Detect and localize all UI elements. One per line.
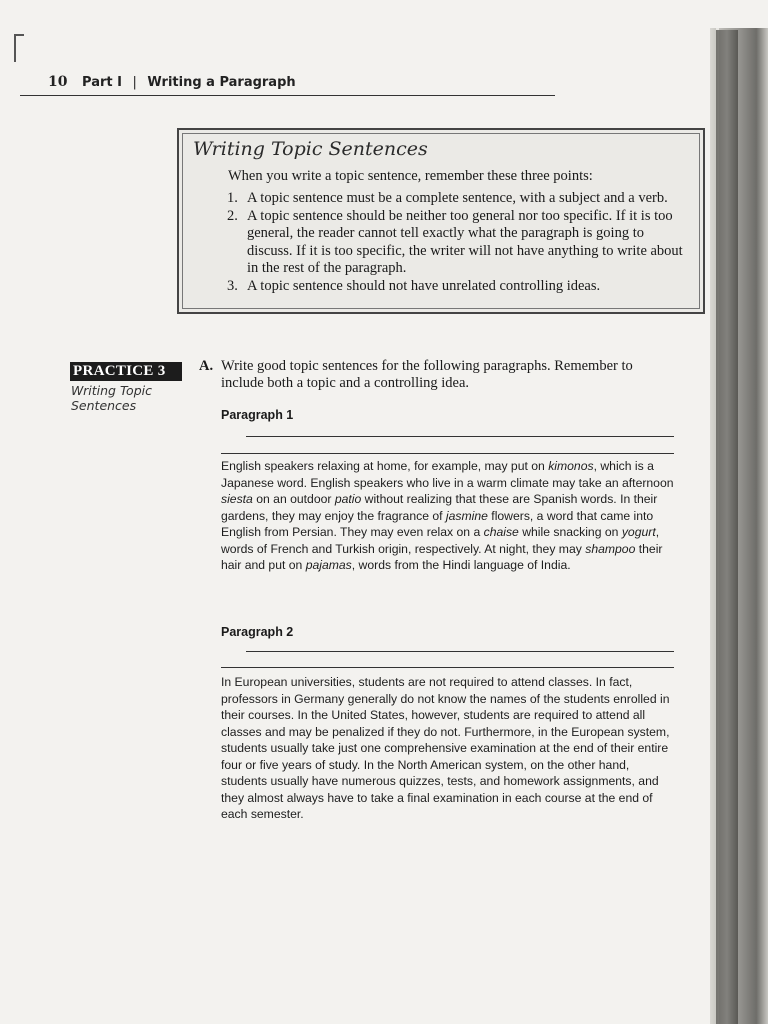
italic-term: yogurt (621, 525, 656, 539)
running-header (48, 74, 296, 90)
italic-term: chaise (483, 525, 519, 539)
exercise-letter: A. (199, 358, 214, 374)
header-separator: | (132, 75, 137, 90)
box-intro: When you write a topic sentence, remember these three points: (228, 168, 593, 184)
practice-badge: PRACTICE 3 (70, 362, 182, 381)
exercise-instruction: Write good topic sentences for the following paragraphs. Remember to include both a topic and a controlling idea. (221, 358, 633, 391)
paragraph-1-heading: Paragraph 1 (221, 408, 294, 422)
point-text: A topic sentence must be a complete sentence, with a subject and a verb. (247, 190, 668, 206)
text-segment: without realizing that these are Spanish words. In their gardens, they may enjoy the fragrance of (221, 492, 658, 523)
list-item (209, 190, 689, 208)
list-item (209, 278, 689, 296)
answer-line (221, 667, 674, 668)
scan-corner-mark (14, 34, 24, 62)
box-points-list (209, 190, 689, 295)
text-segment: , which is a Japanese word. English speakers who live in a warm climate may take an afternoon (221, 459, 674, 490)
text-segment: while snacking on (518, 525, 622, 539)
answer-line (221, 453, 674, 454)
text-segment: English speakers relaxing at home, for example, may put on (221, 459, 549, 473)
binding-shadow (716, 30, 738, 1024)
italic-term: shampoo (585, 541, 636, 556)
italic-term: kimonos (548, 459, 594, 473)
practice-subtitle: Writing Topic Sentences (71, 383, 152, 413)
header-rule (20, 95, 555, 96)
part-label: Part I (82, 75, 122, 90)
italic-term: patio (334, 492, 362, 506)
box-title: Writing Topic Sentences (193, 138, 428, 160)
text-segment: , words from the Hindi language of India. (351, 558, 571, 572)
point-text: A topic sentence should not have unrelated controlling ideas. (247, 277, 601, 294)
italic-term: siesta (221, 492, 253, 506)
chapter-title: Writing a Paragraph (147, 75, 296, 90)
page-number: 10 (48, 74, 68, 90)
topic-sentence-box (177, 128, 705, 314)
text-segment: , words of French and Turkish origin, respectively. At night, they may (221, 525, 660, 556)
answer-line (246, 651, 674, 652)
point-text: A topic sentence should be neither too general nor too specific. If it is too general, the reader cannot tell exactly what the paragraph is going to discuss. If it is too specific, the writer will not have anything to write about in the rest of the paragraph. (247, 207, 683, 276)
answer-line (246, 436, 674, 437)
text-segment: on an outdoor (252, 492, 335, 506)
text-segment: In European universities, students are not required to attend classes. In fact, professors in Germany generally do not know the names of the students enrolled in their courses. In the United States, however, students are required to attend all classes and may be penalized if they do not. Furthermore, in the European system, students usually take just one comprehensive examination at the end of their entire four or five years of study. In the North American system, on the other hand, students usually have numerous quizzes, tests, and homework assignments, and they almost always have to take a final examination in each course at the end of each semester. (221, 675, 670, 821)
italic-term: jasmine (445, 508, 488, 523)
italic-term: pajamas (305, 558, 352, 572)
paragraph-2-text (221, 674, 676, 823)
list-item (209, 208, 689, 278)
point-number: 1. (227, 190, 238, 206)
point-number: 3. (227, 277, 238, 294)
paragraph-1-text (221, 458, 676, 574)
point-number: 2. (227, 207, 238, 224)
paragraph-2-heading: Paragraph 2 (221, 625, 294, 639)
text-segment: flowers, a word that came into English from Persian. They may even relax on a (221, 508, 654, 539)
text-segment: their hair and put on (221, 541, 663, 572)
